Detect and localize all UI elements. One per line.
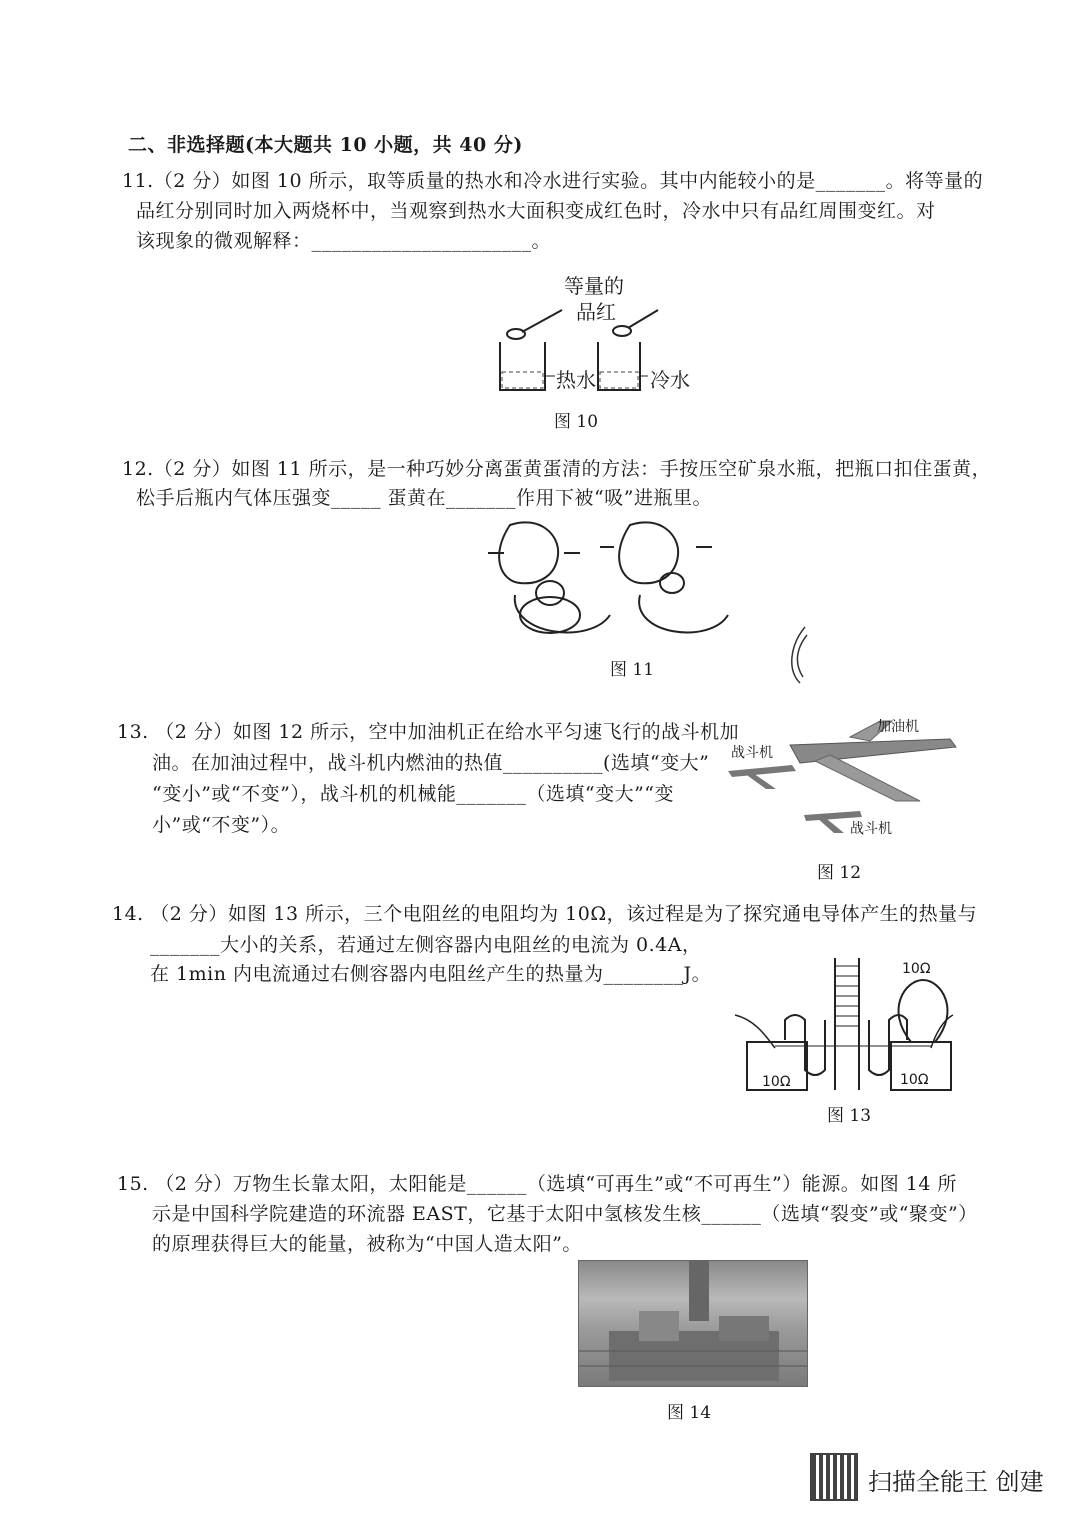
fig14-caption: 图 14 [667, 1403, 712, 1423]
fig11-drawing [480, 515, 740, 645]
fig13-r-left: 10Ω [762, 1074, 791, 1090]
q13-line2: 油。在加油过程中，战斗机内燃油的热值__________(选填“变大” [152, 752, 710, 774]
q13-line3: “变小”或“不变”），战斗机的机械能_______（选填“变大”“变 [152, 783, 674, 805]
q13-line1: 13. （2 分）如图 12 所示，空中加油机正在给水平匀速飞行的战斗机加 [117, 721, 740, 743]
q12-line1: 12.（2 分）如图 11 所示，是一种巧妙分离蛋黄蛋清的方法：手按压空矿泉水瓶，把瓶口扣住蛋黄， [122, 458, 992, 480]
footer-text: 扫描全能王 创建 [868, 1468, 1044, 1496]
q14-line1: 14. （2 分）如图 13 所示，三个电阻丝的电阻均为 10Ω，该过程是为了探究通电导体产生的热量与 [112, 903, 978, 925]
fig14-machinery [579, 1261, 807, 1386]
qr-code [810, 1453, 858, 1501]
q15-line1: 15. （2 分）万物生长靠太阳，太阳能是______（选填“可再生”或“不可再生”）能源。如图 14 所 [117, 1173, 957, 1195]
fig12-fighter1-label: 战斗机 [731, 745, 773, 761]
q11-line1: 11.（2 分）如图 10 所示，取等质量的热水和冷水进行实验。其中内能较小的是_______。将等量的 [122, 170, 984, 192]
q11-line2: 品红分别同时加入两烧杯中，当观察到热水大面积变成红色时，冷水中只有品红周围变红。对 [136, 200, 936, 222]
fig12-fighter2-label: 战斗机 [850, 821, 892, 837]
fig10-label-top: 等量的 [564, 274, 624, 298]
q13-line4: 小”或“不变”）。 [152, 814, 291, 836]
q14-line2: _______大小的关系，若通过左侧容器内电阻丝的电流为 0.4A， [150, 934, 702, 956]
q14-line3: 在 1min 内电流通过右侧容器内电阻丝产生的热量为________J。 [150, 963, 712, 985]
pen-mark [785, 625, 815, 685]
fig10-cold-label: 冷水 [650, 368, 690, 392]
fig10-hot-label: 热水 [556, 368, 596, 392]
fig12-tanker-label: 加油机 [877, 719, 919, 735]
fig11-caption: 图 11 [610, 660, 655, 680]
fig12-drawing [720, 715, 960, 845]
fig10-caption: 图 10 [554, 412, 599, 432]
section-heading: 二、非选择题(本大题共 10 小题，共 40 分) [128, 134, 523, 156]
q15-line3: 的原理获得巨大的能量，被称为“中国人造太阳”。 [152, 1233, 582, 1255]
fig14-photo [578, 1260, 808, 1387]
fig13-caption: 图 13 [827, 1106, 872, 1126]
q15-line2: 示是中国科学院建造的环流器 EAST，它基于太阳中氢核发生核______（选填“裂变”或“聚变”） [152, 1203, 978, 1225]
fig12-caption: 图 12 [817, 863, 862, 883]
q12-line2: 松手后瓶内气体压强变_____ 蛋黄在_______作用下被“吸”进瓶里。 [136, 487, 712, 509]
fig10-label-top2: 品红 [576, 300, 616, 324]
fig13-r-top: 10Ω [902, 961, 931, 977]
q11-line3: 该现象的微观解释：______________________。 [136, 230, 552, 252]
fig13-r-right: 10Ω [900, 1072, 929, 1088]
